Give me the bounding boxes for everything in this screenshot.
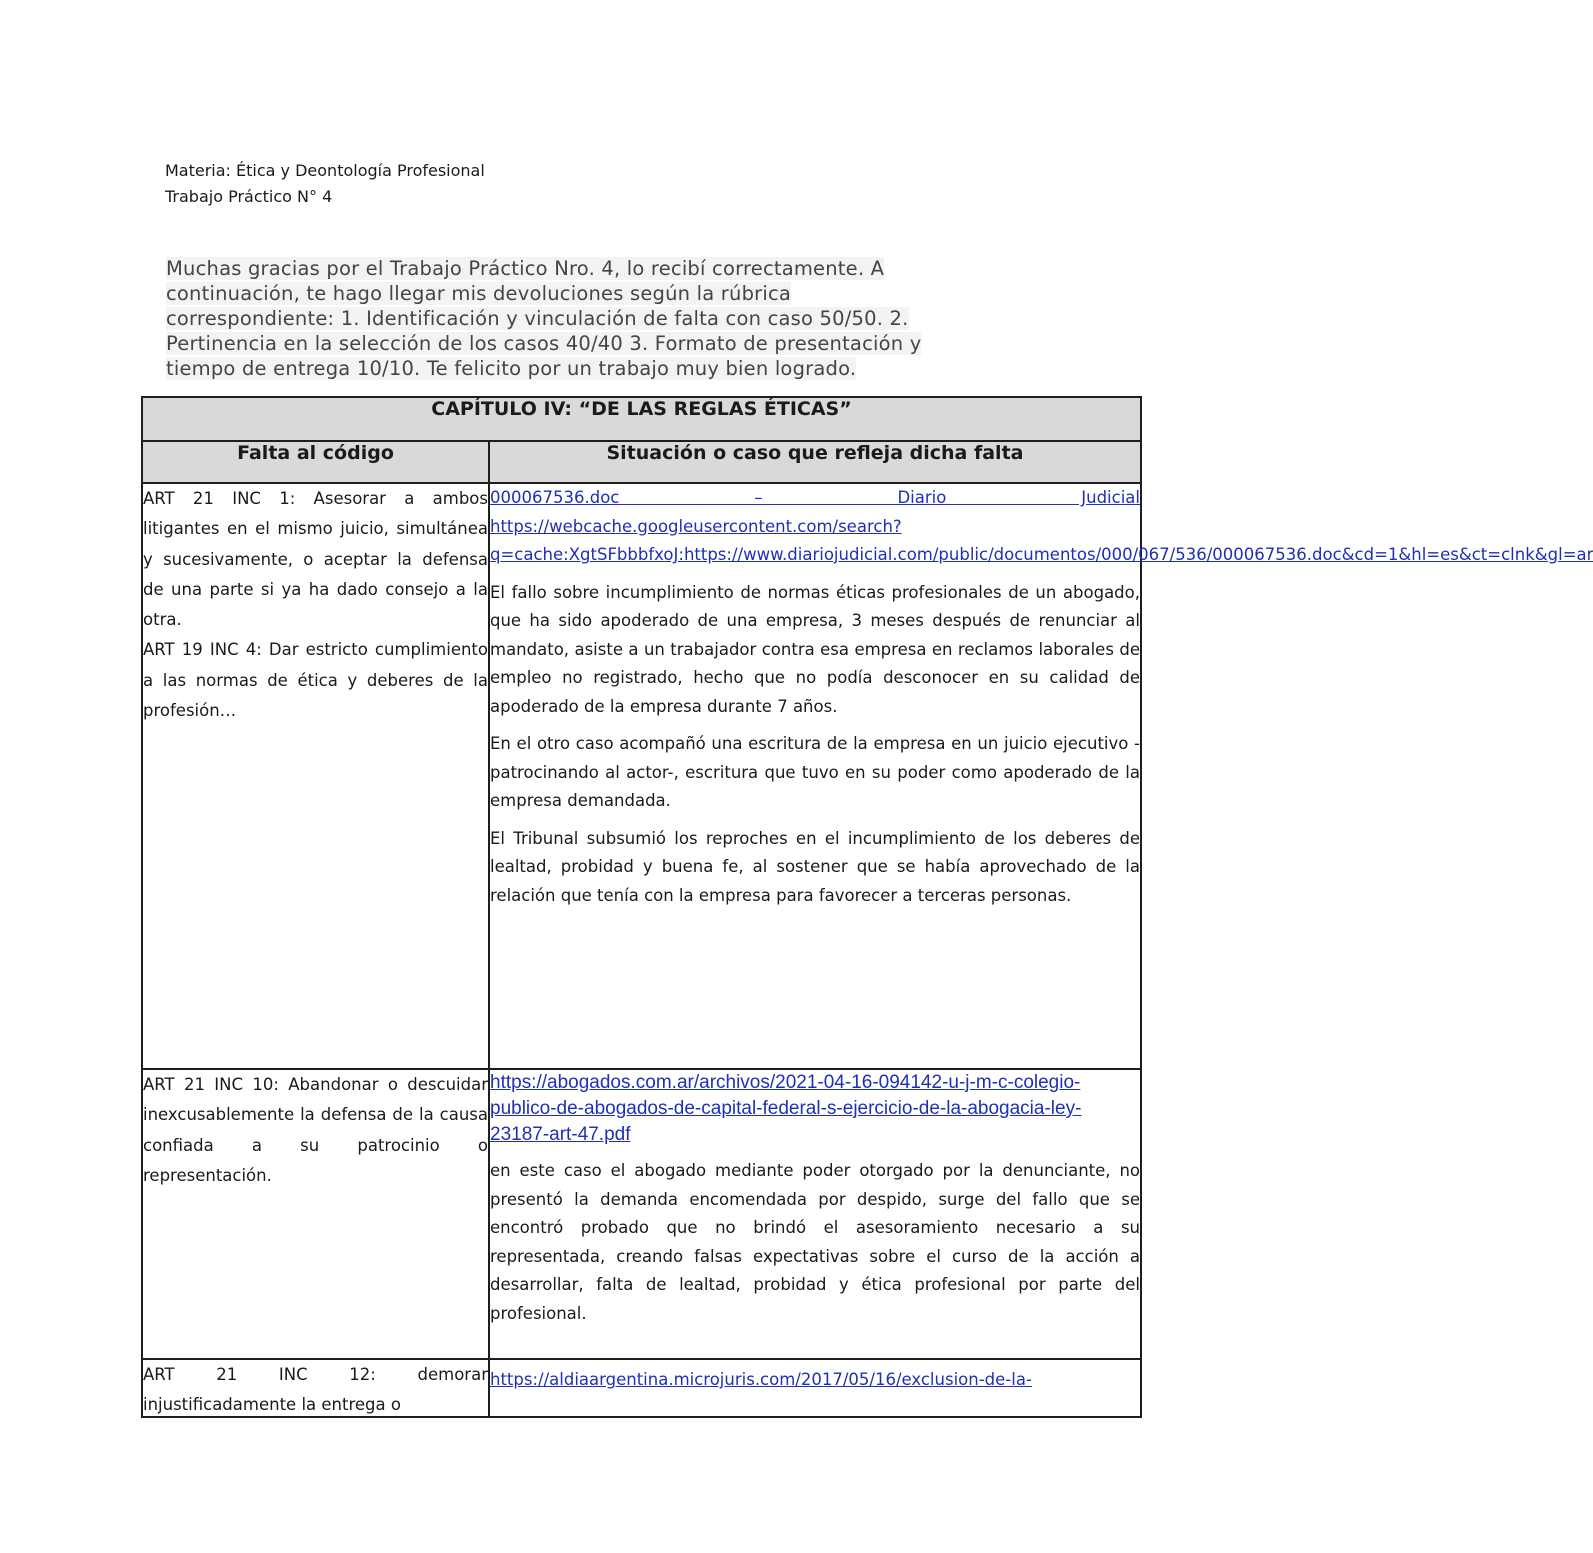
case-link[interactable]: https://aldiaargentina.microjuris.com/2017/05/16/exclusion-de-la-: [490, 1370, 1032, 1389]
case-link[interactable]: https://abogados.com.ar/archivos/2021-04-16-094142-u-j-m-c-colegio-publico-de-abogados-de-capital-federal-s-ejercicio-de-la-abogacia-ley-23187-art-47.pdf: [490, 1072, 1082, 1145]
case-paragraph: En el otro caso acompañó una escritura de la empresa en un juicio ejecutivo -patrocinando al actor-, escritura que tuvo en su poder como apoderado de la empresa demandada.: [490, 734, 1140, 810]
col-header-fault: Falta al código: [142, 441, 489, 483]
article-text: ART 19 INC 4: Dar estricto cumplimiento a las normas de ética y deberes de la profesión…: [143, 640, 488, 721]
table-row: [142, 1069, 1141, 1359]
subject-line: Materia: Ética y Deontología Profesional: [165, 161, 485, 180]
feedback-line: Pertinencia en la selección de los casos 40/40 3. Formato de presentación y: [166, 332, 922, 355]
article-text: ART 21 INC 12: demorar injustificadamente la entrega o: [143, 1365, 488, 1415]
case-paragraph: El fallo sobre incumplimiento de normas éticas profesionales de un abogado, que ha sido apoderado de una empresa, 3 meses después de renunciar al mandato, asiste a un trabajador contra esa empresa en reclamos laborales de empleo no registrado, hecho que no podía desconocer en su calidad de apoderado de la empresa durante 7 años.: [490, 582, 1140, 716]
ethics-rules-table: [141, 396, 1593, 1418]
case-paragraph: en este caso el abogado mediante poder otorgado por la denunciante, no presentó la demanda encomendada por despido, surge del fallo que se encontró probado que no brindó el asesoramiento necesario a su representada, creando falsas expectativas sobre el curso de la acción a desarrollar, falta de lealtad, probidad y ética profesional por parte del profesional.: [490, 1161, 1140, 1323]
table-row: [142, 1359, 1141, 1417]
case-cell: [489, 483, 1593, 1069]
assignment-line: Trabajo Práctico N° 4: [165, 187, 333, 206]
column-header-row: [142, 441, 1141, 483]
case-paragraph: El Tribunal subsumió los reproches en el incumplimiento de los deberes de lealtad, probidad y buena fe, al sostener que se había aprovechado de la relación que tenía con la empresa para favorecer a terceras personas.: [490, 828, 1140, 905]
fault-cell: [142, 1069, 489, 1359]
article-text: ART 21 INC 10: Abandonar o descuidar inexcusablemente la defensa de la causa confiada a su patrocinio o representación.: [143, 1075, 488, 1185]
case-cell: [489, 1069, 1141, 1359]
case-link[interactable]: 000067536.doc – Diario Judicial https://webcache.googleusercontent.com/search?q=cache:XgtSFbbbfxoJ:https://www.diariojudicial.com/public/documentos/000/067/536/000067536.doc&cd=1&hl=es&ct=clnk&gl=ar: [490, 488, 1593, 564]
fault-cell: [142, 1359, 489, 1417]
table-row: [142, 483, 1141, 1069]
col-header-case: Situación o caso que refleja dicha falta: [489, 441, 1141, 483]
feedback-line: continuación, te hago llegar mis devoluciones según la rúbrica: [166, 282, 792, 305]
feedback-line: correspondiente: 1. Identificación y vinculación de falta con caso 50/50. 2.: [166, 307, 909, 330]
feedback-line: Muchas gracias por el Trabajo Práctico Nro. 4, lo recibí correctamente. A: [166, 257, 885, 280]
fault-cell: [142, 483, 489, 1069]
article-text: ART 21 INC 1: Asesorar a ambos litigantes en el mismo juicio, simultánea y sucesivamente, o aceptar la defensa de una parte si ya ha dado consejo a la otra.: [143, 489, 488, 630]
feedback-line: tiempo de entrega 10/10. Te felicito por un trabajo muy bien logrado.: [166, 357, 857, 380]
teacher-feedback: [166, 256, 996, 381]
case-cell: [489, 1359, 1141, 1417]
chapter-title-row: [142, 397, 1141, 441]
chapter-title: CAPÍTULO IV: “DE LAS REGLAS ÉTICAS”: [142, 397, 1141, 441]
